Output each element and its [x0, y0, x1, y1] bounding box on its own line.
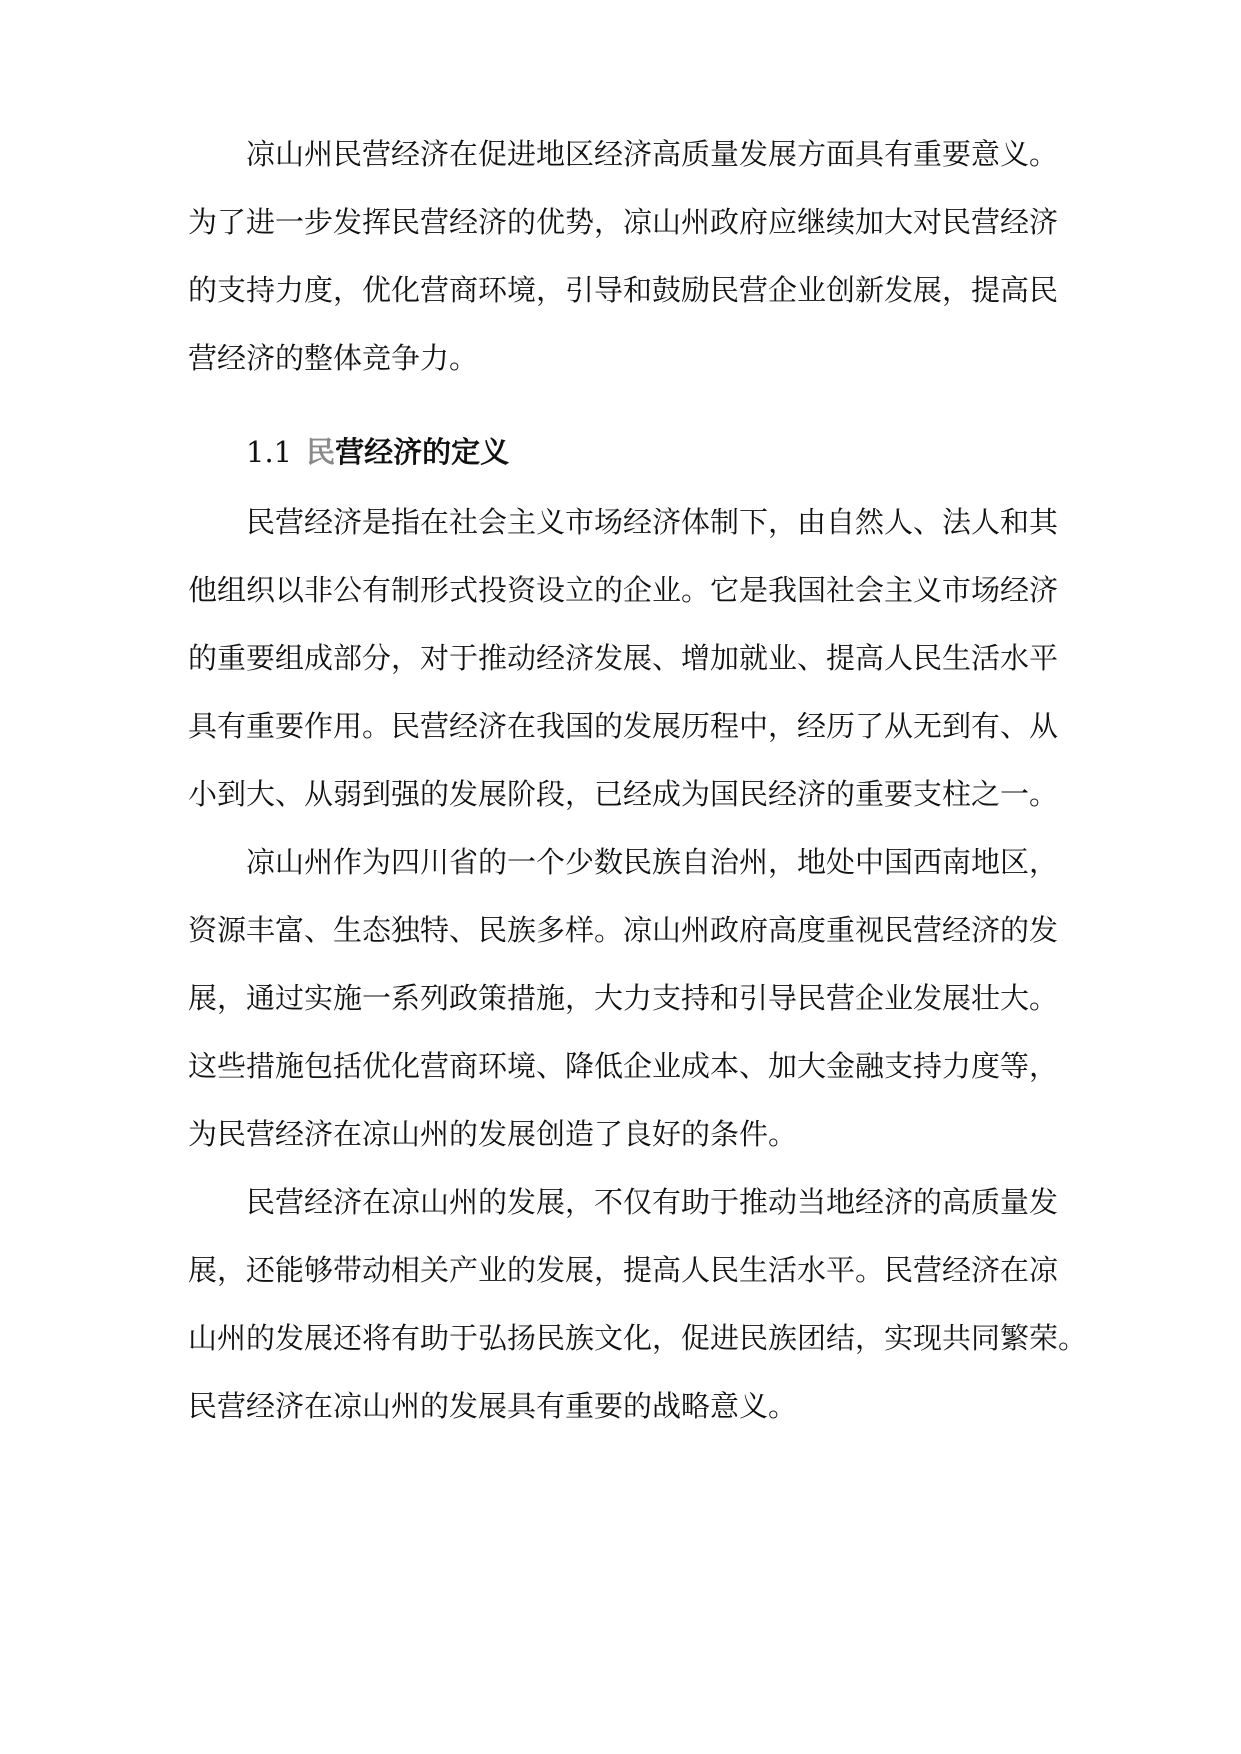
- paragraph-1-line-2: 他组织以非公有制形式投资设立的企业。它是我国社会主义市场经济: [188, 573, 1059, 607]
- paragraph-1-line-3: 的重要组成部分，对于推动经济发展、增加就业、提高人民生活水平: [188, 641, 1059, 675]
- paragraph-2-line-1: 凉山州作为四川省的一个少数民族自治州，地处中国西南地区，: [246, 845, 1059, 879]
- paragraph-1-line-5: 小到大、从弱到强的发展阶段，已经成为国民经济的重要支柱之一。: [188, 777, 1059, 811]
- paragraph-2-line-4: 这些措施包括优化营商环境、降低企业成本、加大金融支持力度等，: [188, 1049, 1059, 1083]
- paragraph-2-line-3: 展，通过实施一系列政策措施，大力支持和引导民营企业发展壮大。: [188, 981, 1059, 1015]
- section-heading: [246, 414, 846, 490]
- intro-line-2: 为了进一步发挥民营经济的优势，凉山州政府应继续加大对民营经济: [188, 205, 1059, 239]
- paragraph-2-line-2: 资源丰富、生态独特、民族多样。凉山州政府高度重视民营经济的发: [188, 913, 1059, 947]
- paragraph-3-line-1: 民营经济在凉山州的发展，不仅有助于推动当地经济的高质量发: [246, 1185, 1059, 1219]
- section-title-rest: 营经济的定义: [335, 435, 510, 469]
- paragraph-3-line-4: 民营经济在凉山州的发展具有重要的战略意义。: [188, 1389, 798, 1423]
- paragraph-3-line-2: 展，还能够带动相关产业的发展，提高人民生活水平。民营经济在凉: [188, 1253, 1059, 1287]
- intro-line-4: 营经济的整体竞争力。: [188, 341, 479, 375]
- paragraph-1-line-4: 具有重要作用。民营经济在我国的发展历程中，经历了从无到有、从: [188, 709, 1059, 743]
- paragraph-3-line-3: 山州的发展还将有助于弘扬民族文化，促进民族团结，实现共同繁荣。: [188, 1321, 1088, 1355]
- paragraph-1-line-1: 民营经济是指在社会主义市场经济体制下，由自然人、法人和其: [246, 505, 1059, 539]
- intro-line-3: 的支持力度，优化营商环境，引导和鼓励民营企业创新发展，提高民: [188, 273, 1059, 307]
- section-number: 1.1: [246, 435, 293, 469]
- paragraph-2-line-5: 为民营经济在凉山州的发展创造了良好的条件。: [188, 1117, 798, 1151]
- intro-line-1: 凉山州民营经济在促进地区经济高质量发展方面具有重要意义。: [246, 137, 1059, 171]
- section-title-first-char: 民: [306, 435, 336, 469]
